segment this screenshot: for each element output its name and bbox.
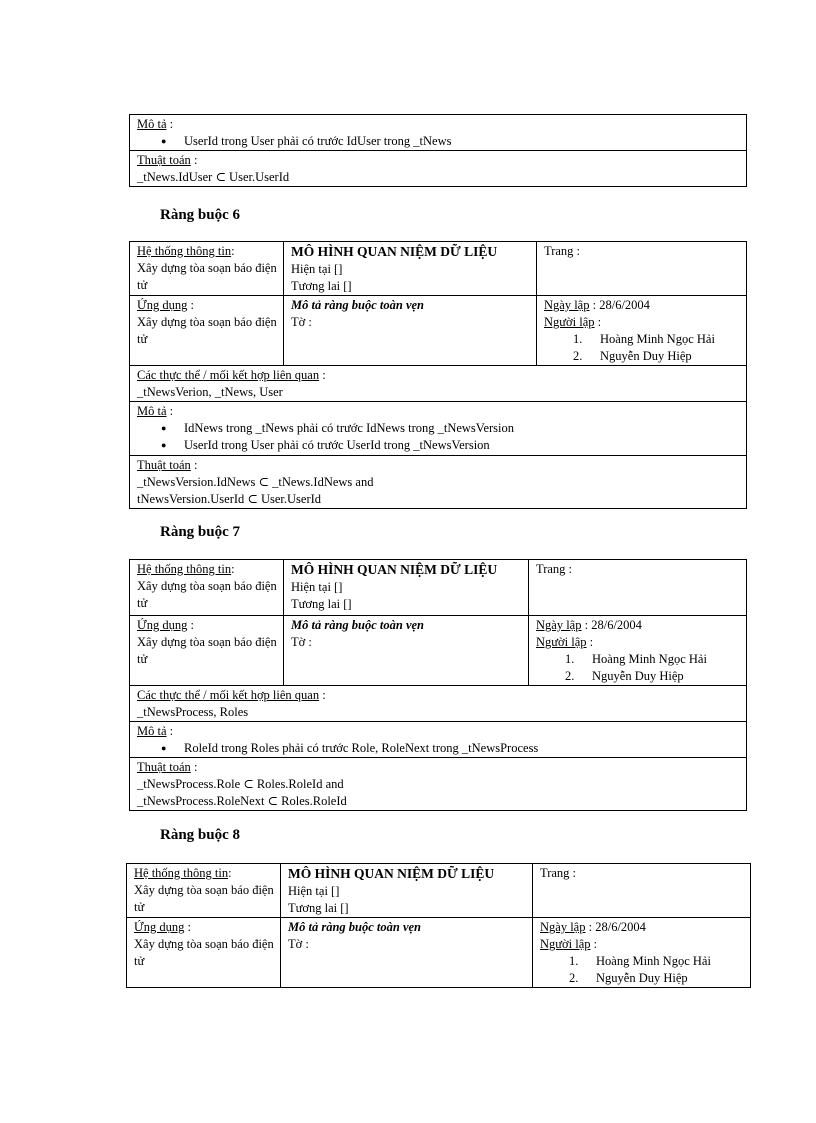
constraint-6-table <box>129 241 747 509</box>
he-thong-value: Xây dựng tòa soạn báo điện tử <box>134 883 274 914</box>
to: Tờ : <box>291 635 312 649</box>
mo-ta-rang-buoc: Mô tả ràng buộc toàn vẹn <box>291 298 425 312</box>
thuc-the-value: _tNewsVerion, _tNews, User <box>137 385 283 399</box>
ngay-lap-label: Ngày lập <box>540 920 586 934</box>
info-row: Ứng dụng : Xây dựng tòa soạn báo điện tử Mô tả ràng buộc toàn vẹn Tờ : Ngày lập : 28/6/2004 Người lập : 1. Hoàng Minh Ngọc Hải 2. Nguyễn Duy Hiệp <box>127 918 751 988</box>
constraint-8-table <box>126 863 751 988</box>
he-thong-value: Xây dựng tòa soạn báo điện tử <box>137 261 277 292</box>
nguoi-lap-label: Người lập <box>544 315 595 329</box>
nguoi-lap-list <box>544 331 742 365</box>
thuat-toan-label: Thuật toán <box>137 760 191 774</box>
ung-dung-label: Ứng dụng <box>137 298 188 312</box>
mo-ta-item: ● RoleId trong Roles phải có trước Role, RoleNext trong _tNewsProcess <box>184 740 742 757</box>
trang: Trang : <box>544 244 581 258</box>
hien-tai: Hiện tại [] <box>291 580 343 594</box>
thuc-the-row: Các thực thể / mối kết hợp liên quan : _tNewsVerion, _tNews, User <box>130 366 747 402</box>
ung-dung-label: Ứng dụng <box>134 920 185 934</box>
thuat-toan-line: tNewsVersion.UserId ⊂ User.UserId <box>137 492 322 506</box>
thuat-toan-label: Thuật toán <box>137 153 191 167</box>
thuat-toan-row: Thuật toán : _tNewsVersion.IdNews ⊂ _tNews.IdNews and tNewsVersion.UserId ⊂ User.UserId <box>130 456 747 509</box>
mo-ta-item: ● UserId trong User phải có trước UserId trong _tNewsVersion <box>184 437 742 454</box>
he-thong-label: Hệ thống thông tin <box>137 244 232 258</box>
mo-ta-list <box>137 420 742 454</box>
nguoi-lap-item: 1. Hoàng Minh Ngọc Hải <box>569 954 711 968</box>
ung-dung-value: Xây dựng tòa soạn báo điện tử <box>137 315 277 346</box>
ngay-lap-label: Ngày lập <box>536 618 582 632</box>
he-thong-label: Hệ thống thông tin <box>134 866 229 880</box>
nguoi-lap-item: 1. Hoàng Minh Ngọc Hải <box>565 652 707 666</box>
mo-ta-row: Mô tả : ● IdNews trong _tNews phải có trước IdNews trong _tNewsVersion ● UserId trong User phải có trước UserId trong _tNewsVersion <box>130 402 747 456</box>
tuong-lai: Tương lai [] <box>291 279 352 293</box>
mo-ta-list <box>137 133 742 150</box>
nguoi-lap-item: 2. Nguyễn Duy Hiệp <box>565 669 684 683</box>
nguoi-lap-item: 2. Nguyễn Duy Hiệp <box>573 349 692 363</box>
trang: Trang : <box>536 562 573 576</box>
mo-ta-label: Mô tả <box>137 724 167 738</box>
mo-ta-row: Mô tả : ● RoleId trong Roles phải có trước Role, RoleNext trong _tNewsProcess <box>130 722 747 758</box>
model-title: MÔ HÌNH QUAN NIỆM DỮ LIỆU <box>291 562 498 577</box>
constraint-5-tail-table <box>129 114 747 187</box>
nguoi-lap-list <box>540 953 746 987</box>
mo-ta-item: ● IdNews trong _tNews phải có trước IdNews trong _tNewsVersion <box>184 420 742 437</box>
model-title: MÔ HÌNH QUAN NIỆM DỮ LIỆU <box>291 244 498 259</box>
ung-dung-value: Xây dựng tòa soạn báo điện tử <box>137 635 277 666</box>
thuat-toan-line: _tNewsProcess.RoleNext ⊂ Roles.RoleId <box>137 794 347 808</box>
to: Tờ : <box>291 315 312 329</box>
mo-ta-rang-buoc: Mô tả ràng buộc toàn vẹn <box>288 920 422 934</box>
thuc-the-row: Các thực thể / mối kết hợp liên quan : _tNewsProcess, Roles <box>130 686 747 722</box>
ngay-lap-value: 28/6/2004 <box>595 920 646 934</box>
tuong-lai: Tương lai [] <box>288 901 349 915</box>
nguoi-lap-item: 2. Nguyễn Duy Hiệp <box>569 971 688 985</box>
ung-dung-label: Ứng dụng <box>137 618 188 632</box>
to: Tờ : <box>288 937 309 951</box>
nguoi-lap-label: Người lập <box>536 635 587 649</box>
header-row: Hệ thống thông tin: Xây dựng tòa soạn báo điện tử MÔ HÌNH QUAN NIỆM DỮ LIỆU Hiện tại [] Tương lai [] Trang : <box>130 242 747 296</box>
model-title: MÔ HÌNH QUAN NIỆM DỮ LIỆU <box>288 866 495 881</box>
tuong-lai: Tương lai [] <box>291 597 352 611</box>
thuat-toan-label: Thuật toán <box>137 458 191 472</box>
heading-constraint-7: Ràng buộc 7 <box>160 524 241 540</box>
hien-tai: Hiện tại [] <box>288 884 340 898</box>
hien-tai: Hiện tại [] <box>291 262 343 276</box>
mo-ta-row: Mô tả : ● UserId trong User phải có trước IdUser trong _tNews <box>130 115 747 151</box>
info-row: Ứng dụng : Xây dựng tòa soạn báo điện tử Mô tả ràng buộc toàn vẹn Tờ : Ngày lập : 28/6/2004 Người lập : 1. Hoàng Minh Ngọc Hải 2. Nguyễn Duy Hiệp <box>130 616 747 686</box>
thuat-toan-line: _tNewsVersion.IdNews ⊂ _tNews.IdNews and <box>137 475 374 489</box>
mo-ta-item: ● UserId trong User phải có trước IdUser trong _tNews <box>184 133 742 150</box>
ngay-lap-label: Ngày lập <box>544 298 590 312</box>
mo-ta-list <box>137 740 742 757</box>
thuat-toan-row: Thuật toán : _tNews.IdUser ⊂ User.UserId <box>130 151 747 187</box>
thuc-the-value: _tNewsProcess, Roles <box>137 705 249 719</box>
header-row: Hệ thống thông tin: Xây dựng tòa soạn báo điện tử MÔ HÌNH QUAN NIỆM DỮ LIỆU Hiện tại [] Tương lai [] Trang : <box>127 864 751 918</box>
he-thong-value: Xây dựng tòa soạn báo điện tử <box>137 579 277 610</box>
heading-constraint-6: Ràng buộc 6 <box>160 207 241 223</box>
mo-ta-label: Mô tả <box>137 404 167 418</box>
thuc-the-label: Các thực thể / mối kết hợp liên quan <box>137 688 320 702</box>
ung-dung-value: Xây dựng tòa soạn báo điện tử <box>134 937 274 968</box>
nguoi-lap-item: 1. Hoàng Minh Ngọc Hải <box>573 332 715 346</box>
mo-ta-rang-buoc: Mô tả ràng buộc toàn vẹn <box>291 618 425 632</box>
thuat-toan-row: Thuật toán : _tNewsProcess.Role ⊂ Roles.RoleId and _tNewsProcess.RoleNext ⊂ Roles.RoleId <box>130 758 747 811</box>
heading-constraint-8: Ràng buộc 8 <box>160 827 241 843</box>
constraint-7-table <box>129 559 747 811</box>
nguoi-lap-label: Người lập <box>540 937 591 951</box>
trang: Trang : <box>540 866 577 880</box>
ngay-lap-value: 28/6/2004 <box>599 298 650 312</box>
ngay-lap-value: 28/6/2004 <box>591 618 642 632</box>
mo-ta-label: Mô tả <box>137 117 167 131</box>
thuat-toan-line: _tNewsProcess.Role ⊂ Roles.RoleId and <box>137 777 344 791</box>
info-row: Ứng dụng : Xây dựng tòa soạn báo điện tử Mô tả ràng buộc toàn vẹn Tờ : Ngày lập : 28/6/2004 Người lập : 1. Hoàng Minh Ngọc Hải 2. Nguyễn Duy Hiệp <box>130 296 747 366</box>
nguoi-lap-list <box>536 651 742 685</box>
header-row: Hệ thống thông tin: Xây dựng tòa soạn báo điện tử MÔ HÌNH QUAN NIỆM DỮ LIỆU Hiện tại [] Tương lai [] Trang : <box>130 560 747 616</box>
he-thong-label: Hệ thống thông tin <box>137 562 232 576</box>
thuat-toan-line: _tNews.IdUser ⊂ User.UserId <box>137 170 290 184</box>
thuc-the-label: Các thực thể / mối kết hợp liên quan <box>137 368 320 382</box>
